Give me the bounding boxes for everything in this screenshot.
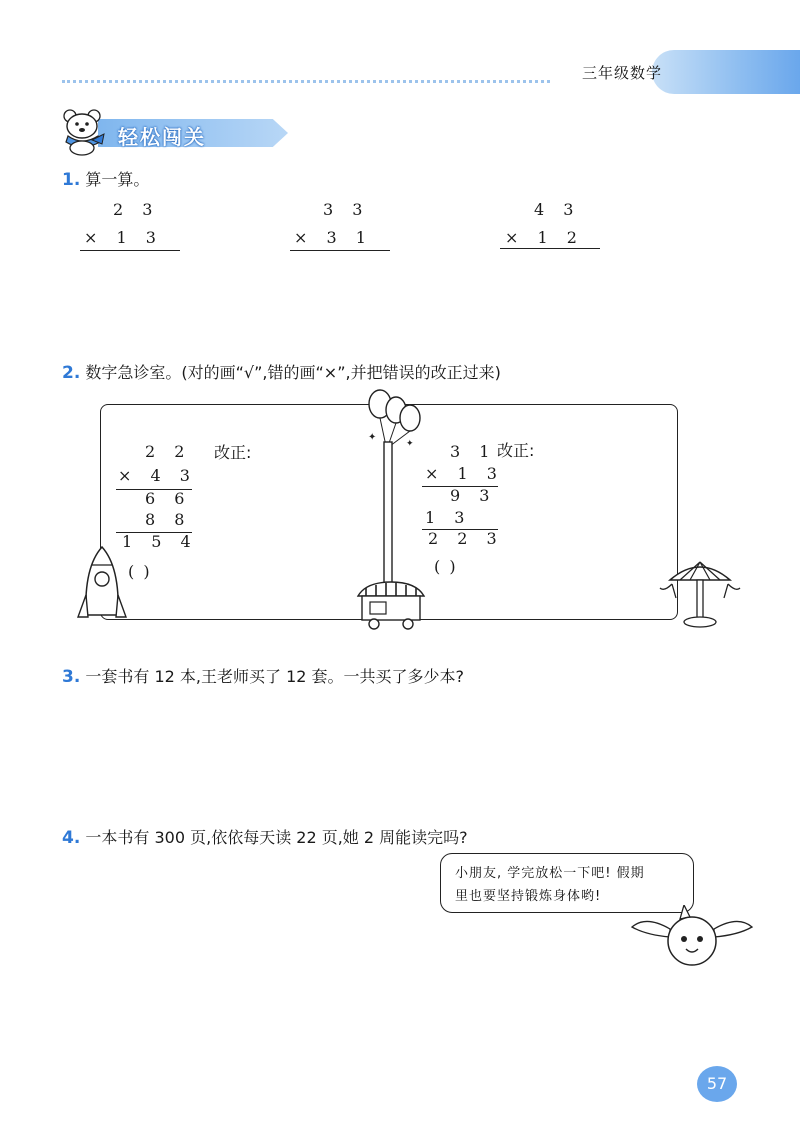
q2-left-p1: 6 6	[145, 489, 192, 508]
q1-p2-bottom: × 3 1	[294, 228, 373, 247]
q2-right-p1: 9 3	[450, 486, 497, 505]
q2-right-correction-label: 改正:	[497, 441, 535, 460]
cart-icon	[354, 580, 428, 632]
q3-text: 一套书有 12 本,王老师买了 12 套。一共买了多少本?	[85, 667, 465, 686]
svg-text:✦: ✦	[368, 432, 377, 443]
q2-right-judge[interactable]: ( )	[434, 557, 458, 576]
header-dotted-rule	[62, 80, 550, 83]
q2-right-p2: 1 3	[425, 508, 472, 527]
rocket-icon	[74, 545, 130, 627]
bear-mascot-icon	[58, 106, 118, 156]
q4-heading	[62, 825, 468, 848]
section-title: 轻松闯关	[118, 125, 206, 149]
page-number: 57	[697, 1066, 737, 1102]
q1-text: 算一算。	[85, 170, 150, 189]
q2-text: 数字急诊室。(对的画“√”,错的画“×”,并把错误的改正过来)	[85, 363, 501, 382]
q3-heading	[62, 664, 464, 687]
q1-p1-bottom: × 1 3	[84, 228, 163, 247]
q1-heading	[62, 167, 149, 190]
q2-left-correction-label: 改正:	[214, 443, 252, 462]
q1-p3-top: 4 3	[534, 200, 581, 219]
section-banner	[58, 106, 238, 156]
q1-p2-line	[290, 250, 390, 251]
q2-left-judge[interactable]: ( )	[128, 562, 152, 581]
grade-label: 三年级数学	[582, 64, 663, 82]
q2-left-p2: 8 8	[145, 510, 192, 529]
grade-tab	[560, 50, 800, 94]
q1-p2-top: 3 3	[323, 200, 370, 219]
svg-text:✦: ✦	[406, 439, 414, 449]
q3-number: 3.	[62, 667, 81, 687]
speech-line-2: 里也要坚持锻炼身体哟!	[455, 889, 602, 904]
q1-p3-line	[500, 248, 600, 249]
speech-line-1: 小朋友, 学完放松一下吧! 假期	[455, 866, 645, 881]
q2-right-mult: × 1 3	[425, 464, 504, 483]
q2-number: 2.	[62, 363, 81, 383]
q4-text: 一本书有 300 页,依依每天读 22 页,她 2 周能读完吗?	[85, 828, 468, 847]
q2-left-result: 1 5 4	[122, 532, 198, 551]
speech-bubble	[440, 853, 694, 913]
winged-mascot-icon	[630, 905, 754, 971]
q2-left-mult: × 4 3	[118, 466, 197, 485]
q1-p1-line	[80, 250, 180, 251]
q1-number: 1.	[62, 170, 81, 190]
q1-p3-bottom: × 1 2	[505, 228, 584, 247]
q4-number: 4.	[62, 828, 81, 848]
grade-tab-band	[652, 50, 800, 94]
q2-right-top: 3 1	[450, 442, 497, 461]
q2-heading	[62, 360, 501, 383]
q2-left-top: 2 2	[145, 442, 192, 461]
q1-p1-top: 2 3	[113, 200, 160, 219]
q2-right-result: 2 2 3	[428, 529, 504, 548]
carousel-icon	[654, 558, 746, 630]
